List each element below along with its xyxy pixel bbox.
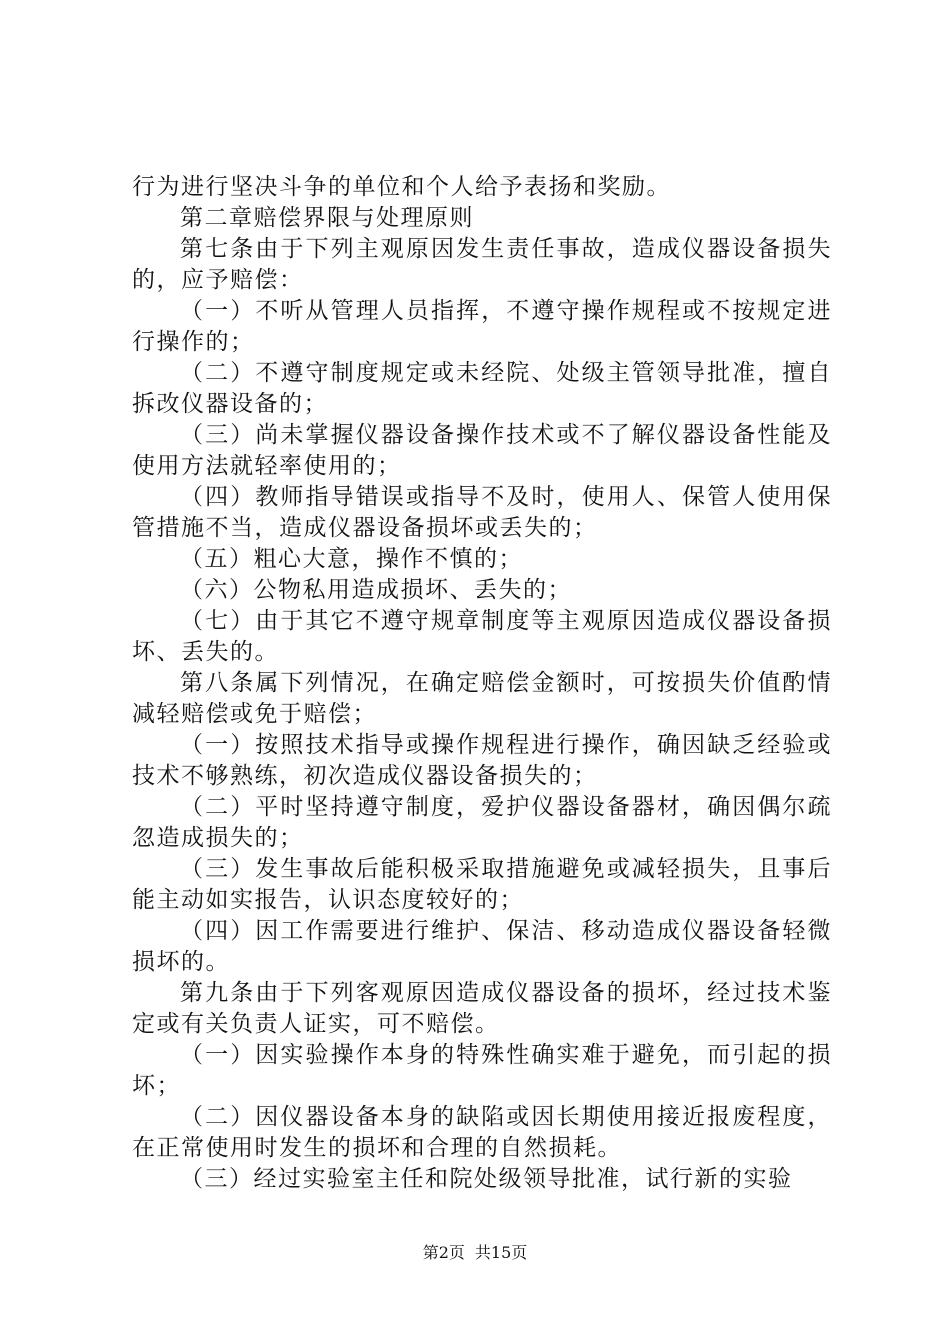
article-7-item-5: （五）粗心大意，操作不慎的； bbox=[180, 546, 523, 572]
article-9-item-3: （三）经过实验室主任和院处级领导批准，试行新的实验 bbox=[180, 1166, 793, 1192]
article-8-item-1: （一）按照技术指导或操作规程进行操作，确因缺乏经验或技术不够熟练，初次造成仪器设备损失的； bbox=[132, 732, 832, 789]
article-9: 第九条由于下列客观原因造成仪器设备的损坏，经过技术鉴定或有关负责人证实，可不赔偿。 bbox=[132, 980, 832, 1037]
document-body bbox=[132, 172, 832, 1195]
chapter-heading: 第二章赔偿界限与处理原则 bbox=[180, 205, 474, 231]
article-7-item-6: （六）公物私用造成损坏、丢失的； bbox=[180, 577, 572, 603]
article-8: 第八条属下列情况，在确定赔偿金额时，可按损失价值酌情减轻赔偿或免于赔偿； bbox=[132, 670, 832, 727]
page-footer bbox=[0, 1240, 950, 1263]
page-total: 共15页 bbox=[474, 1243, 528, 1262]
article-7: 第七条由于下列主观原因发生责任事故，造成仪器设备损失的，应予赔偿： bbox=[132, 236, 832, 293]
article-7-item-4: （四）教师指导错误或指导不及时，使用人、保管人使用保管措施不当，造成仪器设备损坏或丢失的； bbox=[132, 484, 832, 541]
article-7-item-7: （七）由于其它不遵守规章制度等主观原因造成仪器设备损坏、丢失的。 bbox=[132, 608, 832, 665]
article-7-item-3: （三）尚未掌握仪器设备操作技术或不了解仪器设备性能及使用方法就轻率使用的； bbox=[132, 422, 832, 479]
article-8-item-4: （四）因工作需要进行维护、保洁、移动造成仪器设备轻微损坏的。 bbox=[132, 918, 832, 975]
page-number: 第2页 bbox=[422, 1243, 465, 1262]
article-9-item-1: （一）因实验操作本身的特殊性确实难于避免，而引起的损坏； bbox=[132, 1042, 832, 1099]
article-7-item-2: （二）不遵守制度规定或未经院、处级主管领导批准，擅自拆改仪器设备的； bbox=[132, 360, 832, 417]
article-8-item-2: （二）平时坚持遵守制度，爱护仪器设备器材，确因偶尔疏忽造成损失的； bbox=[132, 794, 832, 851]
article-7-item-1: （一）不听从管理人员指挥，不遵守操作规程或不按规定进行操作的； bbox=[132, 298, 832, 355]
article-8-item-3: （三）发生事故后能积极采取措施避免或减轻损失，且事后能主动如实报告，认识态度较好的； bbox=[132, 856, 832, 913]
paragraph: 行为进行坚决斗争的单位和个人给予表扬和奖励。 bbox=[132, 174, 671, 200]
article-9-item-2: （二）因仪器设备本身的缺陷或因长期使用接近报废程度，在正常使用时发生的损坏和合理的自然损耗。 bbox=[132, 1104, 832, 1161]
